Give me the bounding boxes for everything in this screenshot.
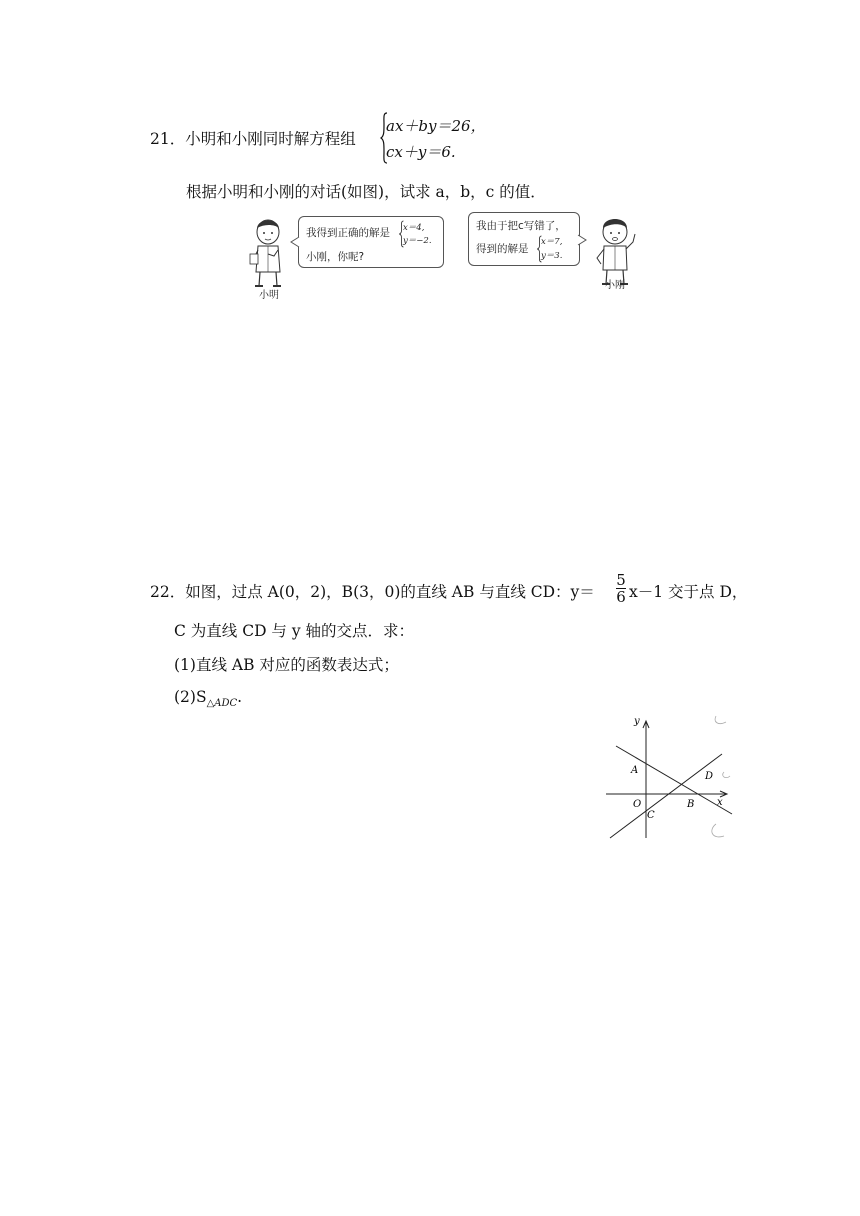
point-b-label: B [687,799,695,810]
line-cd [610,754,722,838]
xiaogang-solution-y: y＝3. [541,251,563,261]
problem-22-line2: C 为直线 CD 与 y 轴的交点．求： [174,622,415,640]
part2-subscript: △ADC [206,698,238,710]
xiaogang-solution [537,235,577,263]
equation-1: ax＋by＝26， [386,117,486,135]
xiaoming-speech-bubble [298,216,444,268]
bubble-pointer-icon [577,234,587,246]
fraction-five-sixths [615,572,627,605]
problem-21-line1 [150,127,356,149]
xiaoming-solution-y: y＝−2. [403,236,432,246]
xiaoming-solution-x: x＝4, [403,223,425,233]
fraction-numerator: 5 [616,571,626,589]
y-axis-label: y [634,716,640,727]
scan-mark-icon [712,824,724,837]
xiaogang-cartoon-icon [589,212,641,286]
xiaoming-text-2: 小刚，你呢? [306,251,365,263]
part2-suffix: . [237,688,243,706]
fraction-denominator: 6 [616,588,626,606]
problem-22-line1 [150,580,595,602]
problem-22-number: 22． [150,583,186,601]
xiaogang-label: 小刚 [605,280,625,291]
xiaoming-cartoon-icon [244,214,294,288]
x-axis-label: x [717,797,723,808]
xiaogang-text-2: 得到的解是 [476,243,529,255]
problem-22-part1: (1)直线 AB 对应的函数表达式； [174,656,399,674]
equation-2: cx＋y＝6. [386,143,456,161]
xiaogang-text-1: 我由于把c写错了， [476,220,566,232]
problem-21-line2: 根据小明和小刚的对话(如图)，试求 a，b，c 的值． [186,183,546,201]
problem-21-number: 21． [150,130,186,148]
problem-22-text-b: x－1 交于点 D， [629,583,748,601]
point-a-label: A [631,765,639,776]
problem-22-text-a: 如图，过点 A(0，2)，B(3，0)的直线 AB 与直线 CD：y＝ [185,583,595,601]
problem-21-intro: 小明和小刚同时解方程组 [185,130,356,148]
scan-mark-icon [715,716,726,724]
scan-mark-icon [723,772,730,778]
dialogue-figure [244,210,644,302]
bubble-pointer-icon [290,236,300,248]
coordinate-figure [600,710,740,845]
xiaoming-solution [399,220,441,248]
equation-system [380,112,510,164]
point-d-label: D [705,771,714,782]
origin-label: O [633,799,642,810]
xiaoming-label: 小明 [259,290,279,301]
xiaogang-speech-bubble [468,212,580,266]
xiaogang-solution-x: x＝7, [541,237,563,247]
part2-prefix: (2)S [174,688,207,706]
problem-22-part2 [174,688,242,709]
point-c-label: C [647,810,655,821]
xiaoming-text-1: 我得到正确的解是 [306,227,390,239]
